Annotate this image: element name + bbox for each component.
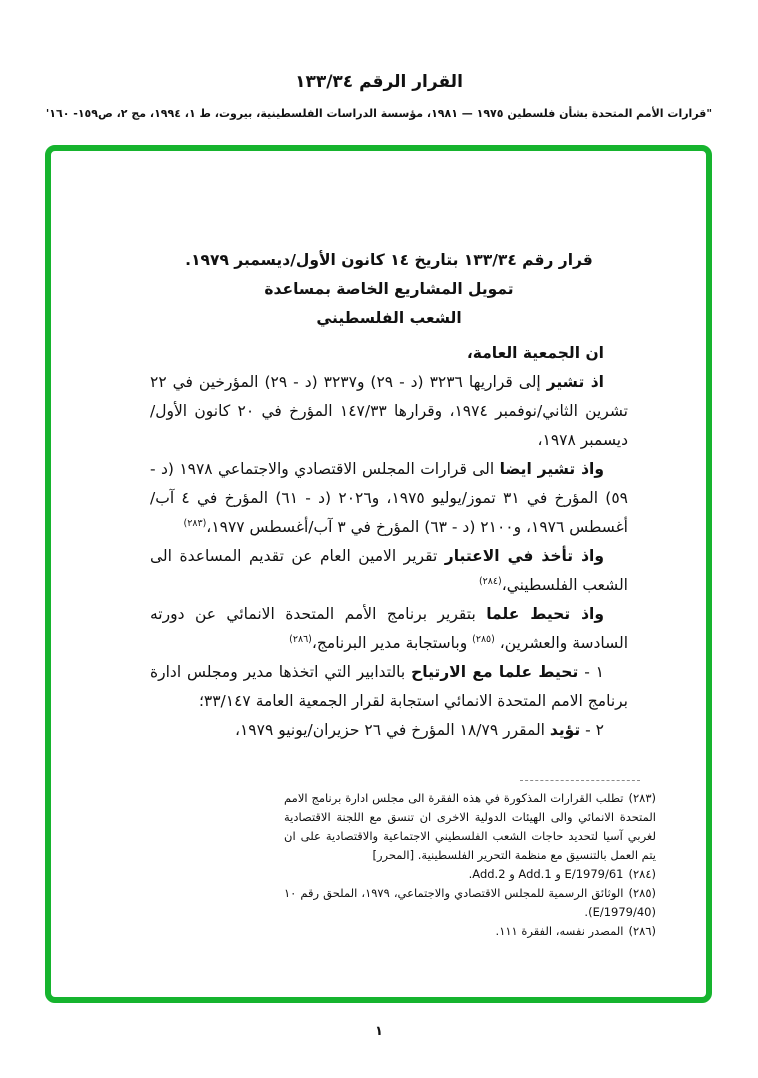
footnotes-list	[284, 789, 656, 941]
paragraph-segment: تحيط علما مع الارتياح	[411, 663, 579, 681]
footnote-text: E/1979/61 و Add.1 و Add.2.	[468, 867, 624, 881]
paragraph-segment: إلى قراريها ٣٢٣٦ (د - ٢٩) و٣٢٣٧ (د - ٢٩) المؤرخين في ٢٢ تشرين الثاني/نوفمبر ١٩٧٤، وقرارها ١٤٧/٣٣ المؤرخ في ٢٠ كانون الأول/ديسمبر ١٩٧٨،	[150, 373, 628, 449]
paragraph	[150, 716, 628, 745]
footnote-reference: (٢٨٥)	[472, 633, 495, 645]
paragraph	[150, 542, 628, 600]
paragraph-segment: واذ تحيط علما	[486, 605, 604, 623]
paragraph	[150, 455, 628, 542]
footnote	[284, 922, 656, 941]
paragraph-segment: المقرر ١٨/٧٩ المؤرخ في ٢٦ حزيران/يونيو ١٩٧٩،	[234, 721, 550, 739]
paragraph-segment: وباستجابة مدير البرنامج،	[311, 634, 473, 652]
paragraph-segment: بتقرير برنامج الأمم المتحدة الانمائي عن دورته السادسة والعشرين،	[150, 605, 628, 652]
doc-title-line: تمويل المشاريع الخاصة بمساعدة	[264, 280, 514, 298]
footnote	[284, 789, 656, 865]
doc-title-line: الشعب الفلسطيني	[316, 309, 462, 327]
footnote-separator	[520, 780, 640, 781]
paragraph	[150, 600, 628, 658]
source-citation-line: "قرارات الأمم المتحدة بشأن فلسطين ١٩٧٥ — ١٩٨١، مؤسسة الدراسات الفلسطينية، بيروت، ط ١، ١٩٩٤، مج ٢، ص١٥٩- ١٦٠'	[45, 107, 713, 120]
paragraph	[150, 658, 628, 716]
paragraph	[150, 339, 628, 368]
paragraph-segment: بالتدابير التي اتخذها مدير ومجلس ادارة برنامج الامم المتحدة الانمائي استجابة لقرار الجمعية العامة ٣٣/١٤٧؛	[150, 663, 628, 710]
doc-paragraphs	[150, 339, 628, 745]
footnote-text: تطلب القرارات المذكورة في هذه الفقرة الى مجلس ادارة برنامج الامم المتحدة الانمائي والى الهيئات الدولية الاخرى ان تنسق مع اللجنة الاقتصادية لغربي آسيا لتحديد حاجات الشعب الفلسطيني الاجتماعية والاقتصادية على ان يتم العمل بالتنسيق مع منظمة التحرير الفلسطينية. [المحرر]	[284, 791, 656, 862]
footnote-marker: (٢٨٥)	[628, 886, 656, 900]
footnote	[284, 884, 656, 922]
footnote-text: المصدر نفسه، الفقرة ١١١.	[495, 924, 624, 938]
footnote-marker: (٢٨٦)	[628, 924, 656, 938]
footnote-marker: (٢٨٣)	[628, 791, 656, 805]
footnote-marker: (٢٨٤)	[628, 867, 656, 881]
paragraph-segment: ان الجمعية العامة،	[466, 344, 604, 362]
page-header-title: القرار الرقم ١٣٣/٣٤	[295, 72, 463, 92]
footnote-reference: (٢٨٦)	[289, 633, 312, 645]
paragraph-segment: واذ تشير ايضا	[499, 460, 604, 478]
doc-title	[150, 246, 628, 333]
document-body	[150, 246, 628, 745]
paragraph-segment: ١ -	[578, 663, 604, 681]
paragraph-segment: واذ تأخذ في الاعتبار	[444, 547, 604, 565]
footnote-reference: (٢٨٣)	[183, 517, 207, 529]
paragraph-segment: اذ تشير	[546, 373, 604, 391]
footnotes-section	[284, 780, 656, 941]
footnote-reference: (٢٨٤)	[478, 575, 502, 587]
paragraph	[150, 368, 628, 455]
footnote	[284, 865, 656, 884]
paragraph-segment: تقرير الامين العام عن تقديم المساعدة الى الشعب الفلسطيني،	[150, 547, 628, 594]
footnote-text: الوثائق الرسمية للمجلس الاقتصادي والاجتماعي، ١٩٧٩، الملحق رقم ١٠ (E/1979/40).	[284, 886, 656, 919]
paragraph-segment: ٢ -	[580, 721, 604, 739]
doc-title-line: قرار رقم ١٣٣/٣٤ بتاريخ ١٤ كانون الأول/ديسمبر ١٩٧٩.	[185, 251, 593, 269]
page-number: ١	[375, 1024, 383, 1039]
paragraph-segment: تؤيد	[549, 721, 581, 739]
paragraph-segment: الى قرارات المجلس الاقتصادي والاجتماعي ١٩٧٨ (د - ٥٩) المؤرخ في ٣١ تموز/يوليو ١٩٧٥، و٢٠٢٦ (د - ٦١) المؤرخ في ٤ آب/أغسطس ١٩٧٦، و٢١٠٠ (د - ٦٣) المؤرخ في ٣ آب/أغسطس ١٩٧٧،	[150, 460, 628, 536]
